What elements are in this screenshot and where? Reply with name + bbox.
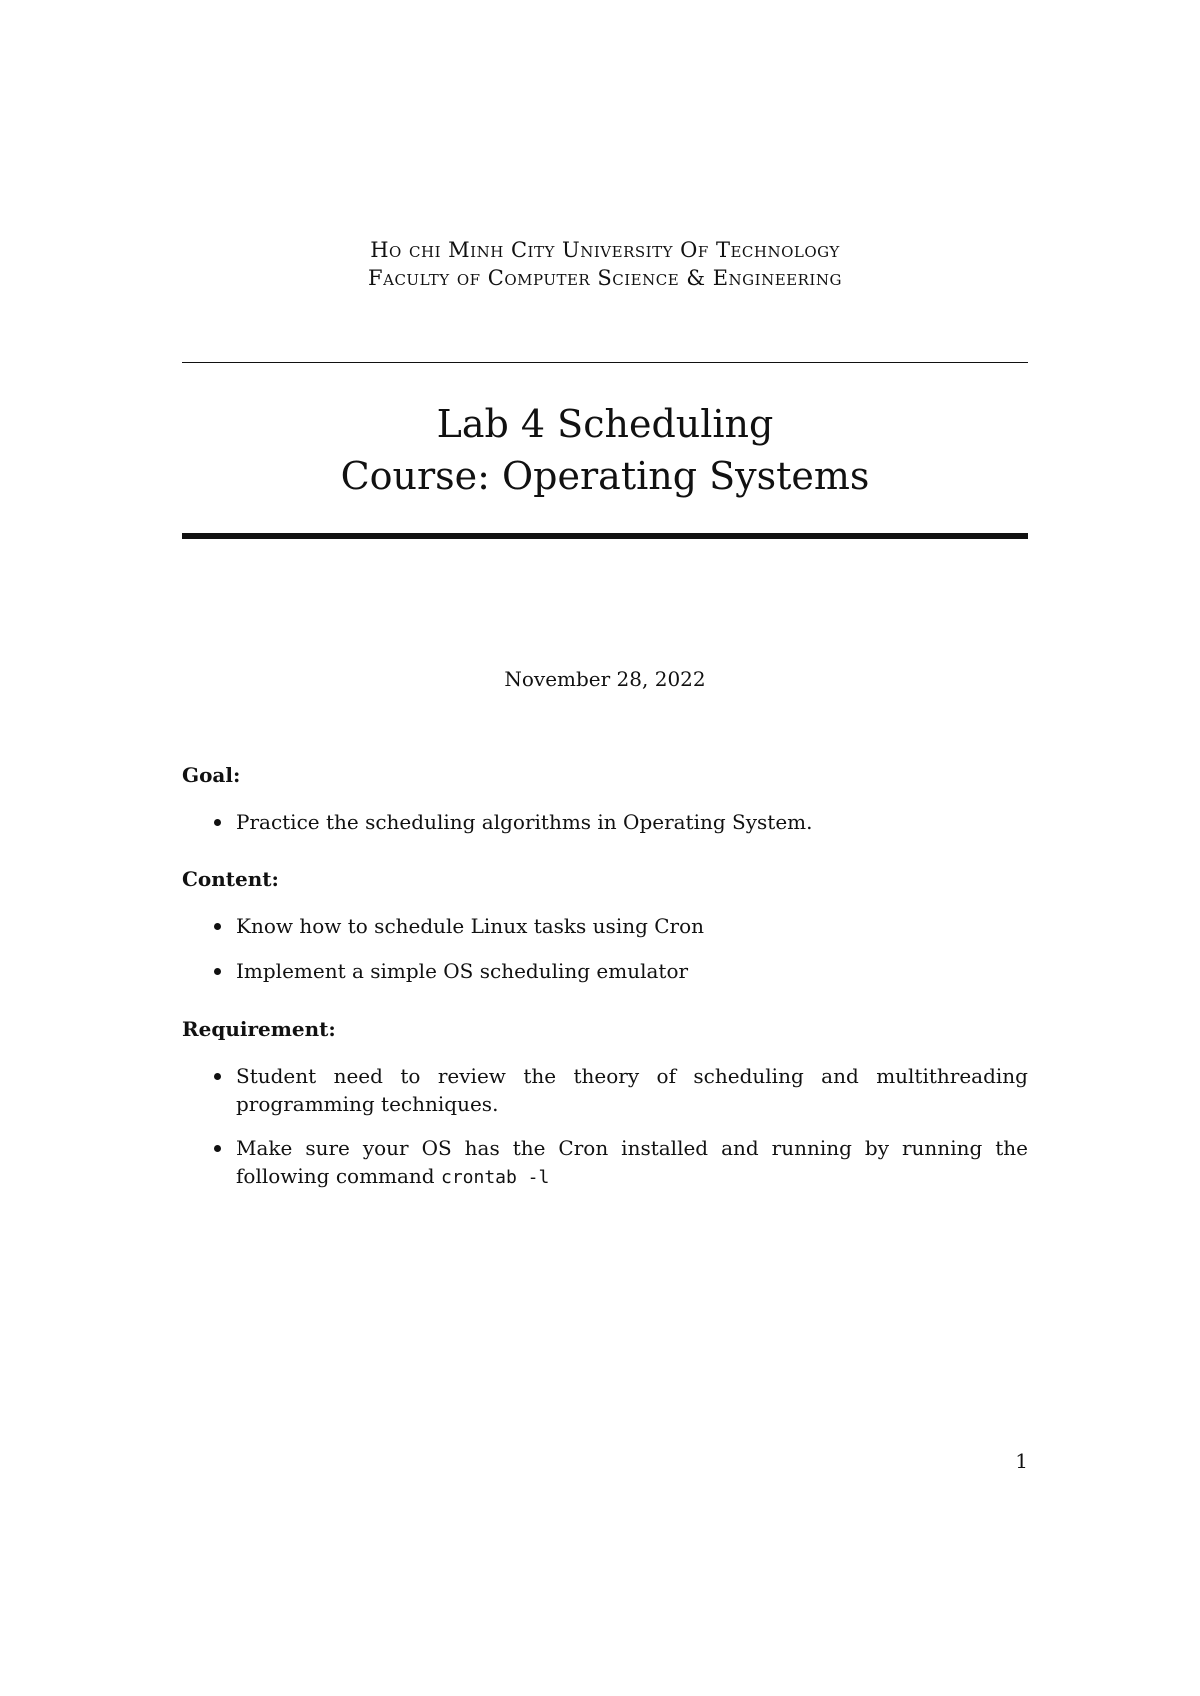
requirement-item: [208, 1134, 1028, 1192]
goal-item: [208, 808, 1028, 836]
bottom-rule: [182, 533, 1028, 539]
top-rule: [182, 362, 1028, 363]
requirement-item: [208, 1062, 1028, 1118]
document-date: November 28, 2022: [504, 667, 706, 691]
faculty-name: Faculty of Computer Science & Engineering: [368, 266, 842, 290]
content-item-text: Implement a simple OS scheduling emulator: [236, 959, 689, 983]
content-item: [208, 912, 1028, 940]
content-item-text: Know how to schedule Linux tasks using Cron: [236, 914, 705, 938]
requirement-item-text: [236, 1134, 1028, 1192]
goal-heading: Goal:: [182, 763, 241, 787]
bullet-icon: [214, 819, 221, 826]
goal-item-text: Practice the scheduling algorithms in Operating System.: [236, 810, 813, 834]
course-title: Course: Operating Systems: [340, 454, 870, 498]
requirement-item-text: Student need to review the theory of scheduling and multithreading programming techniques.: [236, 1064, 1028, 1116]
university-name: Ho chi Minh City University Of Technology: [370, 238, 840, 262]
requirement-heading: Requirement:: [182, 1017, 336, 1041]
bullet-icon: [214, 968, 221, 975]
bullet-icon: [214, 1145, 221, 1152]
requirement-item-body: Make sure your OS has the Cron installed and running by running the following command: [236, 1136, 1028, 1188]
document-title: Lab 4 Scheduling: [436, 402, 774, 446]
content-heading: Content:: [182, 867, 279, 891]
crontab-command: crontab -l: [440, 1167, 550, 1188]
content-item: [208, 957, 1028, 985]
bullet-icon: [214, 1073, 221, 1080]
page-number: 1: [1015, 1449, 1028, 1473]
bullet-icon: [214, 923, 221, 930]
